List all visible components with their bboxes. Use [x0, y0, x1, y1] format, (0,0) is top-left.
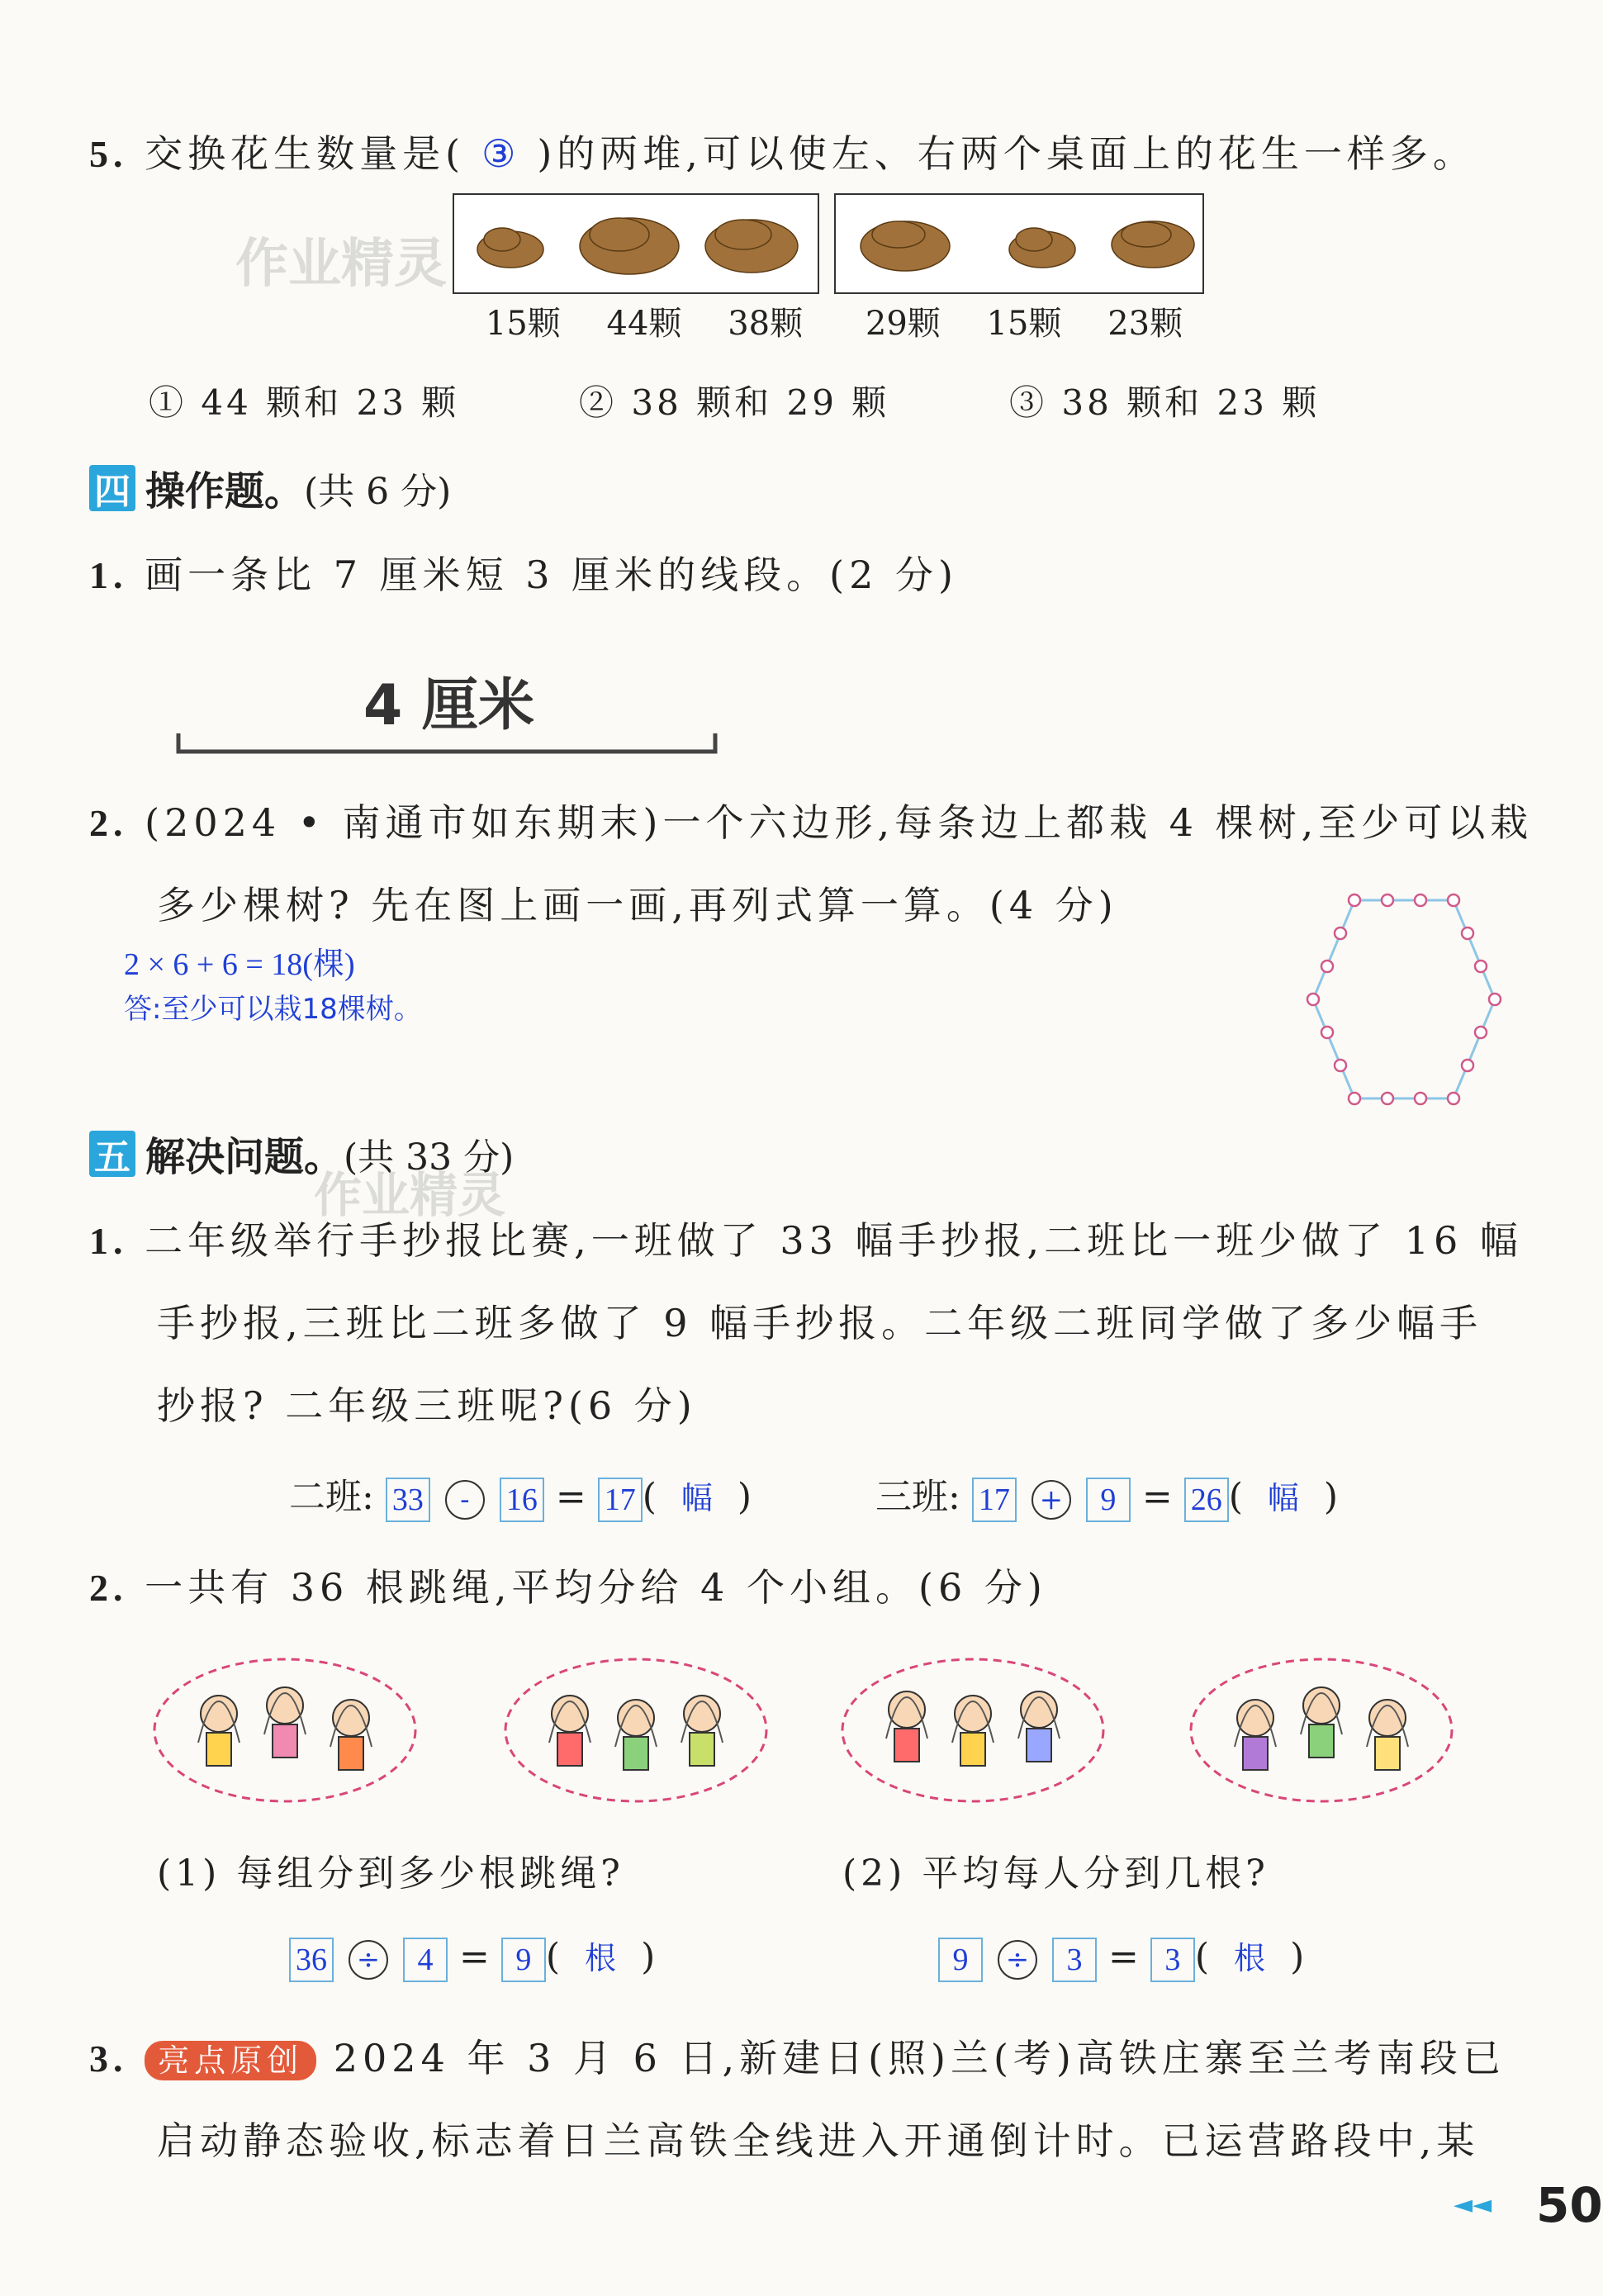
s5-q2-number: 2. — [89, 1567, 128, 1609]
eq1-op: ÷ — [349, 1940, 388, 1980]
eq2-result: 3 — [1150, 1938, 1195, 1982]
q5-text-after: )的两堆,可以使左、右两个桌面上的花生一样多。 — [537, 131, 1476, 176]
class2-b: 16 — [500, 1478, 544, 1522]
class3-eq: = — [1141, 1476, 1173, 1518]
class3-a: 17 — [972, 1478, 1017, 1522]
hexagon-figure — [1288, 884, 1520, 1115]
watermark: 作业精灵 — [235, 234, 447, 295]
section-4-title: 操作题。 — [145, 468, 305, 515]
section-5-title: 解决问题。 — [145, 1134, 344, 1180]
s5-q3-line1 — [89, 2028, 1506, 2083]
class2-equation: 二班: 33 - 16 = 17 ( 幅 ) — [289, 1467, 752, 1522]
s4-q2-text-2: 多少棵树? 先在图上画一画,再列式算一算。(4 分) — [157, 883, 1118, 927]
class2-result: 17 — [598, 1478, 643, 1522]
line-label: 4 厘米 — [363, 673, 534, 738]
right-peanut-piles — [836, 195, 1202, 292]
eq1-b: 4 — [403, 1938, 448, 1982]
pile-label: 15颗 — [986, 305, 1062, 343]
class3-unit: 幅 — [1267, 1480, 1299, 1516]
q5-option-1: ① 44 颗和 23 颗 — [149, 382, 460, 423]
class3-result: 26 — [1184, 1478, 1229, 1522]
s5-q1-text-2: 手抄报,三班比二班多做了 9 幅手抄报。二年级二班同学做了多少幅手 — [157, 1301, 1483, 1345]
pile-label: 38颗 — [728, 305, 804, 343]
q5-number: 5. — [89, 133, 128, 175]
s5-q3-text-1: 2024 年 3 月 6 日,新建日(照)兰(考)高铁庄寨至兰考南段已 — [333, 2036, 1506, 2080]
s5-q2 — [89, 1558, 1047, 1612]
section-5-note: (共 33 分) — [344, 1136, 515, 1179]
s5-q2-text: 一共有 36 根跳绳,平均分给 4 个小组。(6 分) — [145, 1565, 1047, 1610]
s4-q1-number: 1. — [89, 554, 128, 596]
class2-op: - — [445, 1480, 485, 1520]
eq1-unit: 根 — [585, 1940, 617, 1976]
section-5-icon: 五 — [89, 1131, 135, 1177]
left-table — [453, 193, 819, 294]
eq2-a: 9 — [938, 1938, 983, 1982]
person-equation: 9 ÷ 3 = 3 ( 根 ) — [938, 1933, 1304, 1982]
eq2-unit: 根 — [1234, 1940, 1266, 1976]
eq2-eq: = — [1108, 1936, 1139, 1978]
page-arrows-icon: ◄◄ — [1454, 2190, 1492, 2219]
s4-q1-text: 画一条比 7 厘米短 3 厘米的线段。(2 分) — [145, 553, 958, 597]
s5-q1-text-3: 抄报? 二年级三班呢?(6 分) — [157, 1383, 697, 1428]
s5-q3-text-2: 启动静态验收,标志着日兰高铁全线进入开通倒计时。已运营路段中,某 — [157, 2118, 1480, 2163]
s4-q2-line1 — [89, 793, 1533, 847]
s5-q1-line1 — [89, 1211, 1523, 1265]
page-number: 50 — [1536, 2177, 1603, 2233]
q5-answer: ③ — [481, 131, 521, 176]
class3-b: 9 — [1086, 1478, 1131, 1522]
q5-options — [149, 376, 1320, 425]
left-peanut-piles — [454, 195, 818, 292]
watermark: 作业精灵 — [314, 1167, 506, 1223]
eq2-b: 3 — [1052, 1938, 1097, 1982]
s5-q1-text-1: 二年级举行手抄报比赛,一班做了 33 幅手抄报,二班比一班少做了 16 幅 — [145, 1218, 1523, 1263]
eq1-result: 9 — [501, 1938, 546, 1982]
q5-text-before: 交换花生数量是( — [145, 131, 466, 176]
s5-q2-sub2: (2) 平均每人分到几根? — [842, 1852, 1269, 1895]
pile-label: 15颗 — [485, 305, 561, 343]
pile-label: 23颗 — [1107, 305, 1183, 343]
right-table — [834, 193, 1204, 294]
q5-option-2: ② 38 颗和 29 颗 — [579, 382, 890, 423]
pile-label: 44颗 — [606, 305, 682, 343]
s4-q2-number: 2. — [89, 802, 128, 844]
q5-stem — [89, 124, 1476, 178]
class3-equation: 三班: 17 + 9 = 26 ( 幅 ) — [875, 1467, 1338, 1522]
jump-rope-groups — [149, 1652, 1470, 1809]
class2-label: 二班: — [289, 1476, 374, 1518]
eq2-op: ÷ — [998, 1940, 1037, 1980]
group-equation: 36 ÷ 4 = 9 ( 根 ) — [289, 1933, 655, 1982]
class2-unit: 幅 — [681, 1480, 713, 1516]
q5-option-3: ③ 38 颗和 23 颗 — [1009, 382, 1321, 423]
s5-q1-number: 1. — [89, 1220, 128, 1262]
eq1-a: 36 — [289, 1938, 334, 1982]
right-pile-labels — [842, 297, 1206, 344]
drawn-line-segment — [173, 727, 727, 760]
s4-q2-answer-formula: 2 × 6 + 6 = 18(棵) — [124, 947, 355, 982]
pile-label: 29颗 — [865, 305, 941, 343]
eq1-eq: = — [459, 1936, 490, 1978]
s5-q3-number: 3. — [89, 2037, 128, 2080]
section-4-icon: 四 — [89, 465, 135, 511]
highlight-badge: 亮点原创 — [145, 2041, 316, 2080]
section-4-heading — [89, 459, 451, 516]
s4-q1 — [89, 545, 958, 600]
section-4-note: (共 6 分) — [304, 470, 452, 513]
s5-q2-sub1: (1) 每组分到多少根跳绳? — [157, 1852, 624, 1895]
class2-eq: = — [555, 1476, 586, 1518]
class3-op: + — [1032, 1480, 1071, 1520]
left-pile-labels — [462, 297, 826, 344]
s4-q2-text-1: (2024 • 南通市如东期末)一个六边形,每条边上都栽 4 棵树,至少可以栽 — [145, 800, 1534, 845]
s4-q2-answer-text: 答:至少可以栽18棵树。 — [124, 993, 422, 1026]
class3-label: 三班: — [875, 1476, 960, 1518]
class2-a: 33 — [386, 1478, 430, 1522]
